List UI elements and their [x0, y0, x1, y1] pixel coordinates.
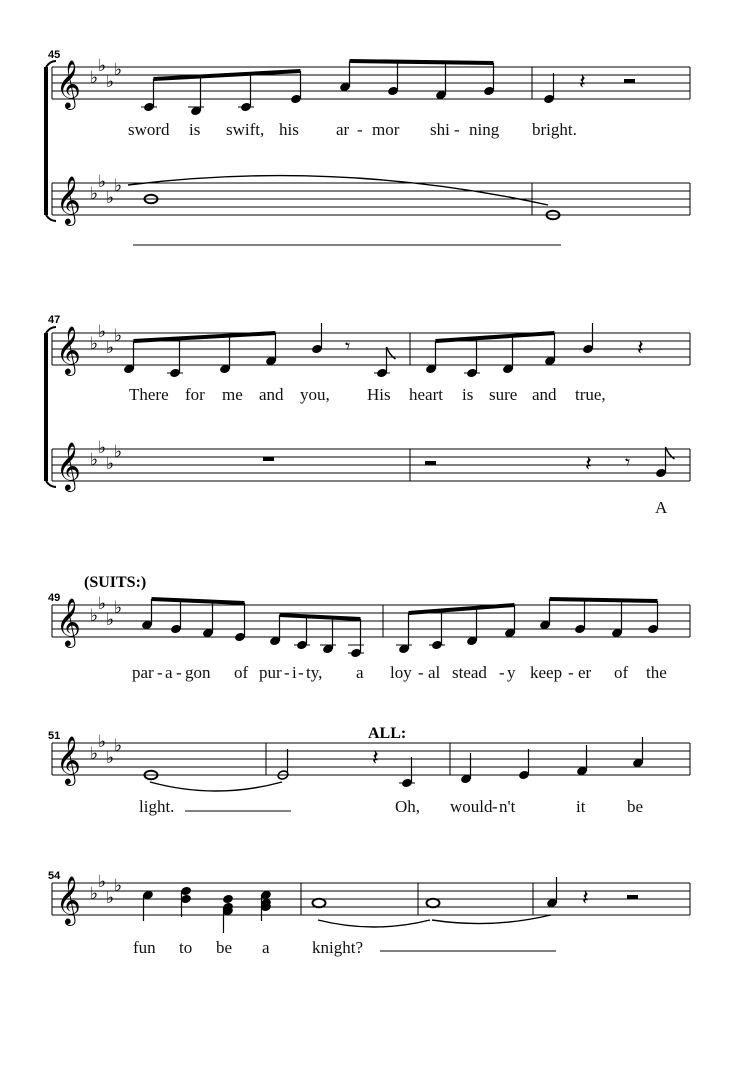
half-rest — [627, 895, 638, 899]
lyric-syllable: me — [222, 385, 243, 404]
lyric-syllable: par — [132, 663, 154, 682]
lyric-syllable: and — [259, 385, 284, 404]
flat-icon: ♭ — [106, 748, 115, 768]
system-bracket — [46, 481, 56, 487]
lyric-syllable: A — [655, 498, 668, 517]
measure-number-45: 45 — [48, 49, 61, 61]
flat-icon: ♭ — [106, 888, 115, 908]
lyric-syllable: y — [507, 663, 516, 682]
lyric-syllable: ning — [469, 120, 500, 139]
lyric-syllable: i — [292, 663, 297, 682]
treble-clef-icon: 𝄞 — [56, 597, 81, 646]
slur — [128, 176, 548, 205]
notation-layer — [46, 56, 690, 951]
treble-clef-icon: 𝄞 — [56, 735, 81, 784]
lyric-syllable: is — [462, 385, 474, 404]
beam — [436, 333, 555, 341]
whole-note — [313, 899, 326, 908]
measure-number-51: 51 — [48, 730, 61, 742]
treble-clef-icon: 𝄞 — [56, 175, 81, 224]
beam — [134, 333, 276, 341]
beam — [550, 599, 658, 601]
quarter-rest-icon: 𝄽 — [585, 452, 592, 477]
lyric-hyphen: - — [176, 663, 182, 682]
flat-icon: ♭ — [114, 598, 123, 618]
slur — [318, 920, 430, 927]
half-rest — [624, 79, 635, 83]
quarter-rest-icon: 𝄽 — [637, 336, 644, 361]
lyric-syllable: light. — [139, 797, 175, 816]
measure-number-54: 54 — [48, 870, 61, 882]
suits-cue: (SUITS:) — [84, 574, 147, 591]
lyric-hyphen: - — [454, 120, 460, 139]
flat-icon: ♭ — [90, 884, 99, 904]
lyric-syllable: would — [450, 797, 493, 816]
measure-number-49: 49 — [48, 592, 61, 604]
treble-clef-icon: 𝄞 — [56, 325, 81, 374]
measure-number-47: 47 — [48, 314, 61, 326]
flat-icon: ♭ — [114, 442, 123, 462]
lyric-syllable: you, — [300, 385, 330, 404]
lyric-syllable: His — [367, 385, 391, 404]
treble-clef-icon: 𝄞 — [56, 59, 81, 108]
lyric-hyphen: - — [357, 120, 363, 139]
flat-icon: ♭ — [106, 454, 115, 474]
lyric-syllable: shi — [430, 120, 450, 139]
lyric-syllable: keep — [530, 663, 563, 682]
lyric-syllable: heart — [409, 385, 443, 404]
lyric-syllable: sure — [489, 385, 518, 404]
lyric-syllable: to — [179, 938, 193, 957]
system-bracket — [46, 215, 56, 221]
lyric-hyphen: - — [157, 663, 163, 682]
flat-icon: ♭ — [106, 338, 115, 358]
beam — [409, 605, 515, 613]
flat-icon: ♭ — [90, 606, 99, 626]
lyrics-system-1-upper — [128, 120, 577, 139]
lyric-syllable: for — [185, 385, 205, 404]
lyrics-system-5 — [133, 938, 363, 957]
flat-icon: ♭ — [90, 184, 99, 204]
lyric-syllable: gon — [185, 663, 211, 682]
lyric-syllable: true, — [575, 385, 606, 404]
lyric-syllable: stead — [452, 663, 487, 682]
lyric-syllable: loy — [390, 663, 412, 682]
slur — [150, 782, 282, 791]
lyric-syllable: is — [189, 120, 201, 139]
lyric-hyphen: - — [418, 663, 424, 682]
lyrics-system-4 — [139, 797, 643, 816]
half-rest — [425, 461, 436, 465]
lyric-hyphen: - — [492, 797, 498, 816]
lyric-syllable: a — [262, 938, 270, 957]
lyric-syllable: be — [216, 938, 233, 957]
flat-icon: ♭ — [114, 326, 123, 346]
lyric-hyphen: - — [298, 663, 304, 682]
whole-rest — [263, 457, 274, 461]
eighth-rest-icon: 𝄾 — [625, 450, 631, 474]
eighth-rest-icon: 𝄾 — [345, 334, 351, 358]
quarter-rest-icon: 𝄽 — [372, 746, 379, 771]
system-bracket — [46, 61, 56, 67]
lyric-syllable: pur — [259, 663, 282, 682]
quarter-rest-icon: 𝄽 — [582, 886, 589, 911]
lyric-syllable: Oh, — [395, 797, 421, 816]
lyric-syllable: There — [129, 385, 169, 404]
lyric-syllable: ar — [336, 120, 350, 139]
lyric-syllable: fun — [133, 938, 156, 957]
lyric-syllable: er — [578, 663, 592, 682]
flat-icon: ♭ — [98, 172, 107, 192]
lyric-syllable: bright. — [532, 120, 577, 139]
note-head — [222, 894, 234, 905]
lyric-syllable: mor — [372, 120, 400, 139]
lyric-syllable: ty, — [306, 663, 323, 682]
lyric-syllable: a — [356, 663, 364, 682]
flat-icon: ♭ — [90, 450, 99, 470]
all-cue: ALL: — [368, 725, 407, 742]
lyric-syllable: al — [428, 663, 441, 682]
beam — [280, 615, 361, 619]
lyric-syllable: of — [614, 663, 629, 682]
lyrics-system-2-upper — [129, 385, 606, 404]
lyric-hyphen: - — [284, 663, 290, 682]
lyric-syllable: his — [279, 120, 299, 139]
flat-icon: ♭ — [114, 176, 123, 196]
flat-icon: ♭ — [114, 736, 123, 756]
beam — [350, 61, 494, 63]
treble-clef-icon: 𝄞 — [56, 441, 81, 490]
flat-icon: ♭ — [98, 872, 107, 892]
lyric-syllable: swift, — [226, 120, 265, 139]
lyric-syllable: it — [576, 797, 586, 816]
lyric-syllable: n't — [499, 797, 516, 816]
whole-note — [427, 899, 440, 908]
flat-icon: ♭ — [106, 72, 115, 92]
flat-icon: ♭ — [98, 594, 107, 614]
lyric-syllable: a — [165, 663, 173, 682]
flat-icon: ♭ — [98, 732, 107, 752]
lyric-syllable: and — [532, 385, 557, 404]
treble-clef-icon: 𝄞 — [56, 875, 81, 924]
lyric-syllable: knight? — [312, 938, 363, 957]
flat-icon: ♭ — [90, 68, 99, 88]
slur — [432, 915, 551, 924]
flat-icon: ♭ — [90, 744, 99, 764]
lyrics-system-3 — [132, 663, 667, 682]
flat-icon: ♭ — [98, 322, 107, 342]
lyric-syllable: the — [646, 663, 667, 682]
flat-icon: ♭ — [98, 438, 107, 458]
lyrics-system-2-lower — [655, 498, 668, 517]
flat-icon: ♭ — [98, 56, 107, 76]
beam — [152, 599, 245, 603]
flat-icon: ♭ — [106, 610, 115, 630]
lyric-syllable: sword — [128, 120, 170, 139]
lyric-hyphen: - — [568, 663, 574, 682]
lyric-syllable: of — [234, 663, 249, 682]
flat-icon: ♭ — [114, 60, 123, 80]
system-bracket — [46, 327, 56, 333]
lyric-syllable: be — [627, 797, 644, 816]
lyric-hyphen: - — [499, 663, 505, 682]
quarter-rest-icon: 𝄽 — [579, 70, 586, 95]
flat-icon: ♭ — [90, 334, 99, 354]
flat-icon: ♭ — [114, 876, 123, 896]
flat-icon: ♭ — [106, 188, 115, 208]
